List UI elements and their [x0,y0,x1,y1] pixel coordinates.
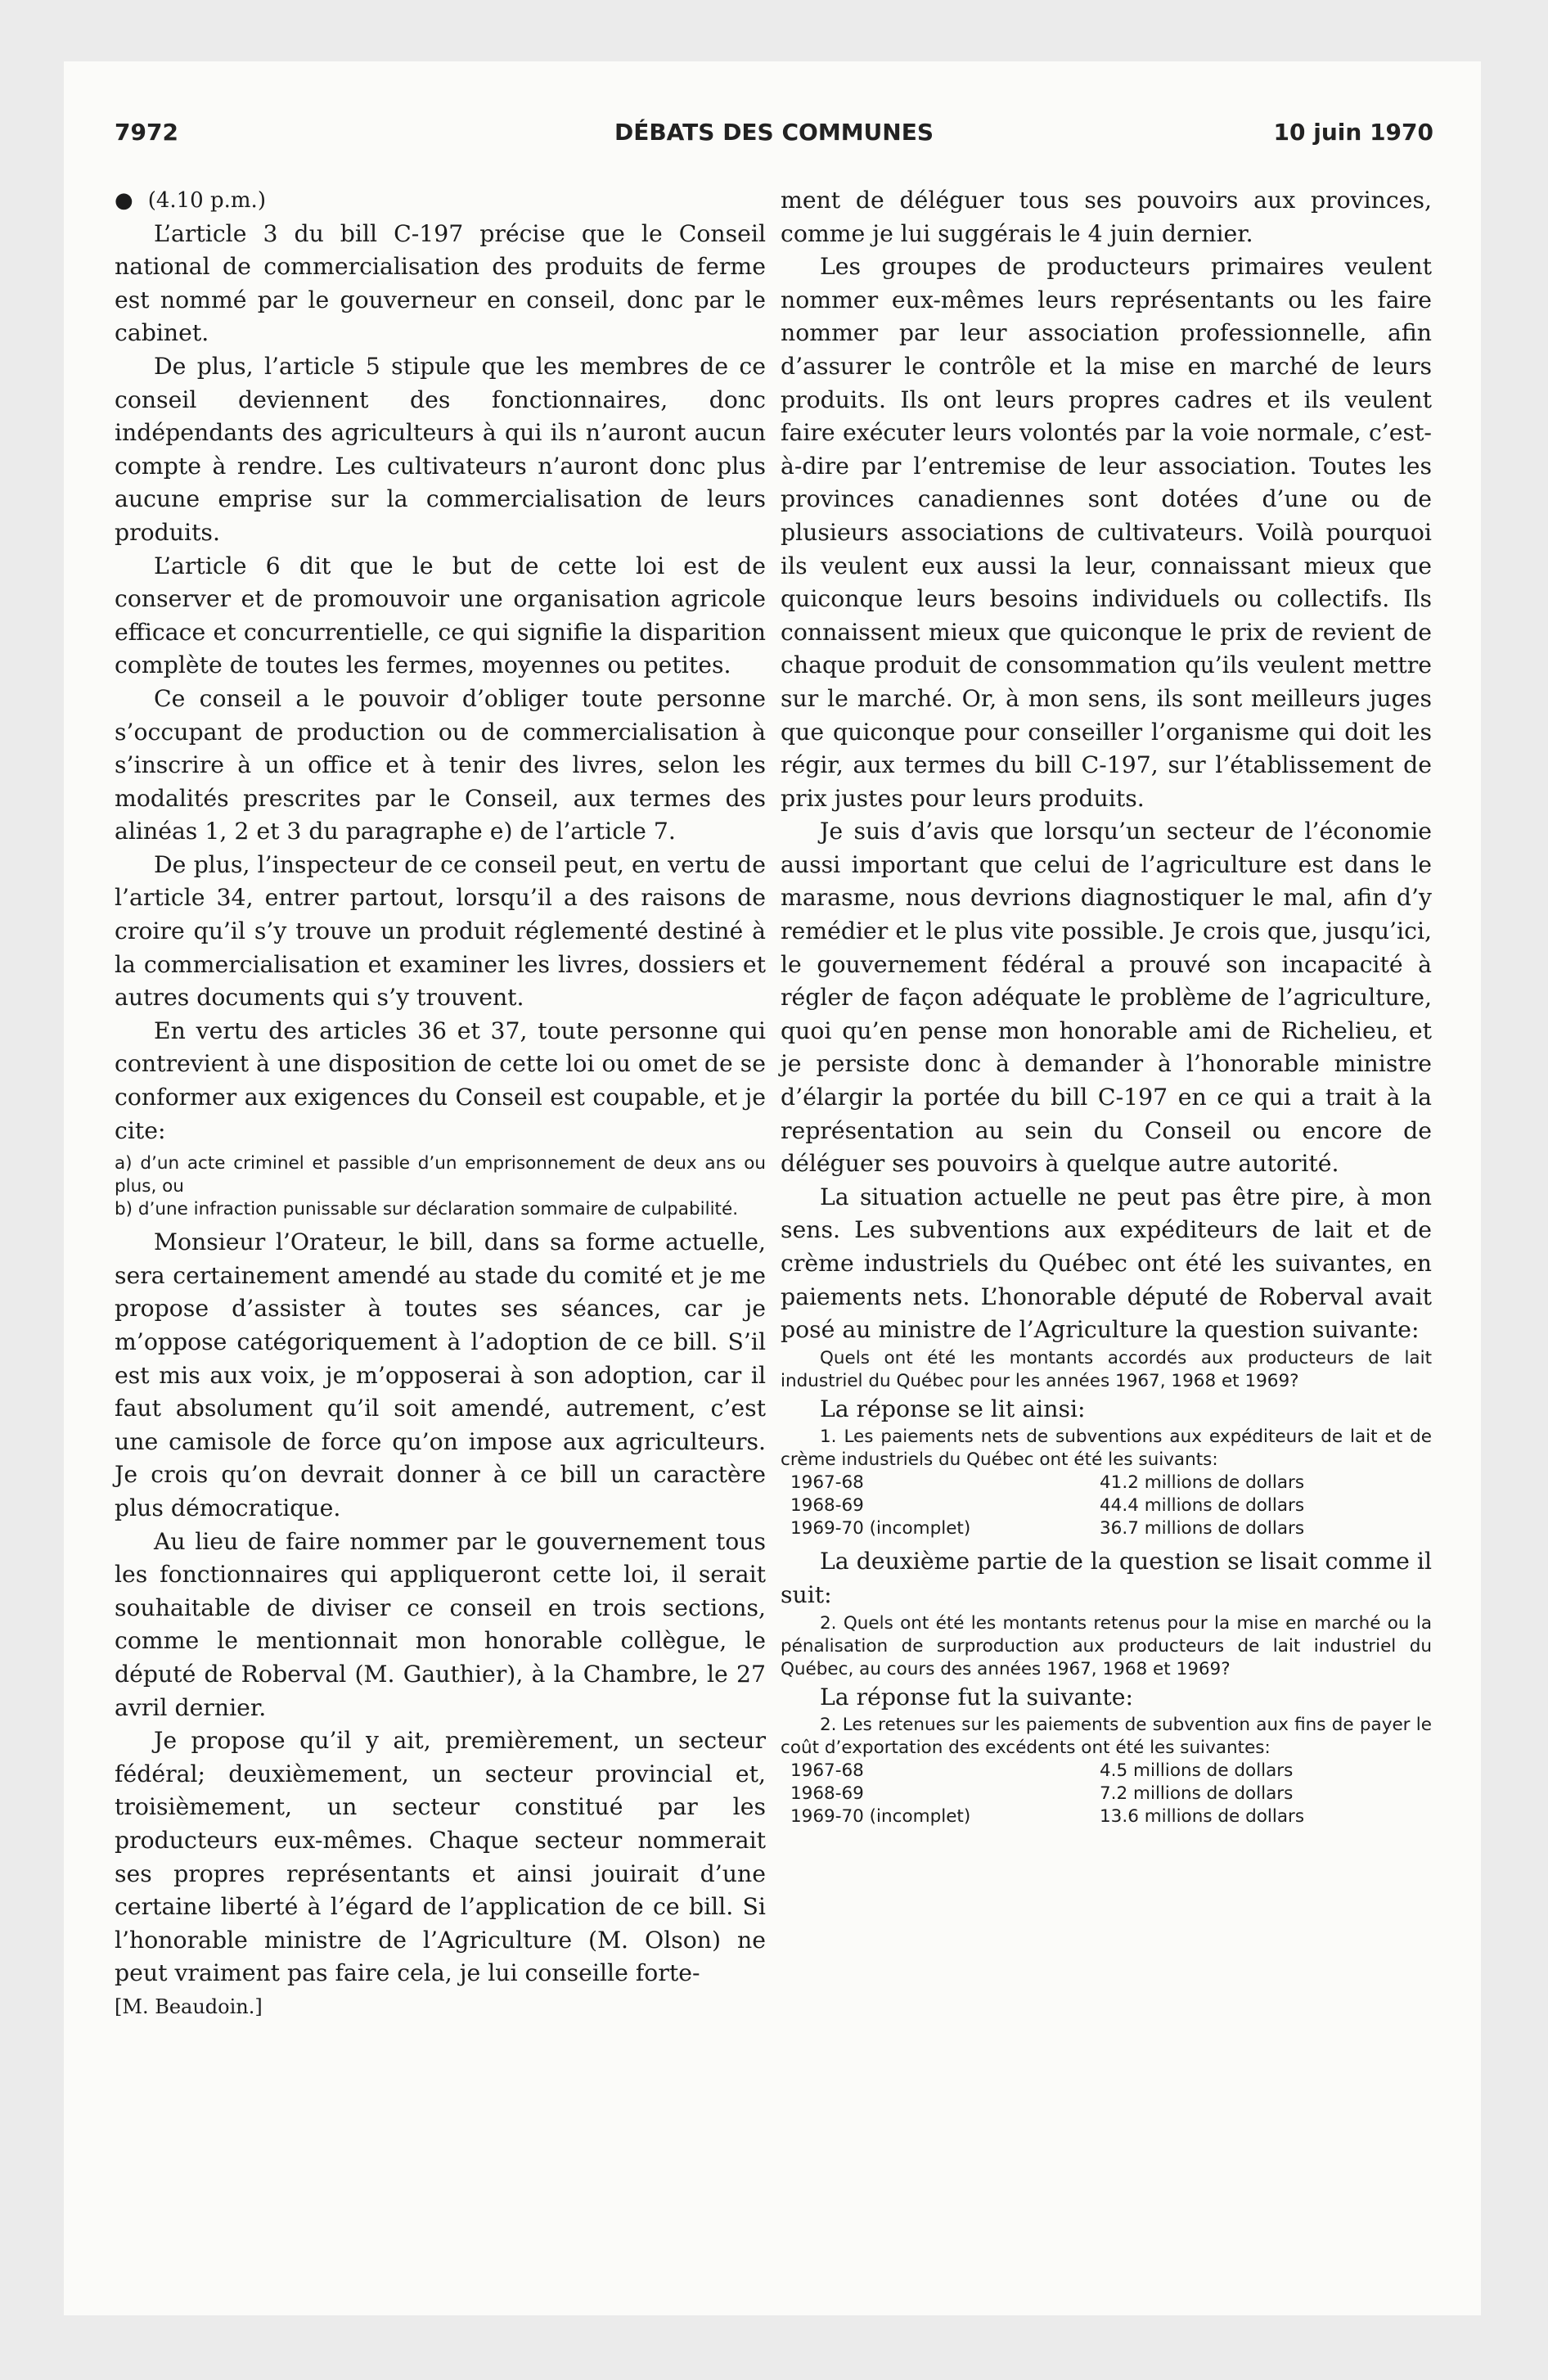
time-marker [115,184,766,218]
page [64,61,1481,2315]
left-column [115,184,766,2023]
issue-date: 10 juin 1970 [1273,119,1433,146]
page-number: 7972 [115,119,178,146]
speaker-attribution: [M. Beaudoin.] [115,1995,263,2018]
table-year: 1967-68 [790,1472,864,1494]
paragraph: Monsieur l’Orateur, le bill, dans sa forme actuelle, sera certainement amendé au stade du comité et je me propose d’assister à toutes ses séances, car je m’oppose catégoriquement à l’adoption de ce bill. S’il est mis aux voix, je m’opposerai à son adoption, car il faut absolument qu’il soit amendé, autrement, c’est une camisole de force qu’on impose aux agriculteurs. Je crois qu’on devrait donner à ce bill un caractère plus démocratique. [115,1228,766,1521]
retention-table [781,1760,1432,1828]
table-amount: 13.6 millions de dollars [1100,1806,1305,1828]
paragraph: L’article 6 dit que le but de cette loi est de conserver et de promouvoir une organisation agricole efficace et concurrentielle, ce qui signifie la disparition complète de toutes les fermes, moyennes ou petites. [115,552,766,679]
table-amount: 4.5 millions de dollars [1100,1760,1294,1782]
table-amount: 41.2 millions de dollars [1100,1472,1305,1494]
table-year: 1969-70 (incomplet) [790,1806,971,1828]
paragraph: Les groupes de producteurs primaires veulent nommer eux-mêmes leurs représentants ou les faire nommer par leur association professionnelle, afin d’assurer le contrôle et la mise en marché de leurs produits. Ils ont leurs propres cadres et ils veulent faire exécuter leurs volontés par la voie normale, c’est-à-dire par l’entremise de leur association. Toutes les provinces canadiennes sont dotées d’une ou de plusieurs associations de cultivateurs. Voilà pourquoi ils veulent eux aussi la leur, connaissant mieux que quiconque leurs besoins individuels ou collectifs. Ils connaissent mieux que quiconque le prix de revient de chaque produit de consommation qu’ils veulent mettre sur le marché. Or, à mon sens, ils sont meilleurs juges que quiconque pour conseiller l’organisme qui doit les régir, aux termes du bill C-197, sur l’établissement de prix justes pour leurs produits. [781,253,1432,812]
paragraph: La situation actuelle ne peut pas être pire, à mon sens. Les subventions aux expéditeurs de lait et de crème industriels du Québec ont été les suivantes, en paiements nets. L’honorable député de Roberval avait posé au ministre de l’Agriculture la question suivante: [781,1183,1432,1344]
question-quote: Quels ont été les montants accordés aux producteurs de lait industriel du Québec pour les années 1967, 1968 et 1969? [781,1347,1432,1391]
time-marker-text: (4.10 p.m.) [147,188,266,213]
continuation-paragraph: ment de déléguer tous ses pouvoirs aux provinces, comme je lui suggérais le 4 juin dernier. [781,187,1432,247]
answer-intro: La réponse se lit ainsi: [820,1395,1086,1422]
table-row [781,1517,1432,1540]
table-year: 1968-69 [790,1783,864,1805]
table-row [781,1805,1432,1828]
table-row [781,1760,1432,1783]
table-row [781,1783,1432,1805]
running-header [115,119,1433,156]
table-row [781,1472,1432,1494]
table-year: 1967-68 [790,1760,864,1782]
table-row [781,1494,1432,1517]
paragraph: Ce conseil a le pouvoir d’obliger toute personne s’occupant de production ou de commercialisation à s’inscrire à un office et à tenir des livres, selon les modalités prescrites par le Conseil, aux termes des alinéas 1, 2 et 3 du paragraphe e) de l’article 7. [115,684,766,845]
question-quote: 2. Quels ont été les montants retenus pour la mise en marché ou la pénalisation de surproduction aux producteurs de lait industriel du Québec, au cours des années 1967, 1968 et 1969? [781,1612,1432,1679]
paragraph: L’article 3 du bill C-197 précise que le Conseil national de commercialisation des produits de ferme est nommé par le gouverneur en conseil, donc par le cabinet. [115,219,766,347]
quoted-item: b) d’une infraction punissable sur déclaration sommaire de culpabilité. [115,1199,739,1220]
quoted-list [115,1152,766,1221]
answer-intro: La réponse fut la suivante: [820,1683,1134,1711]
table-amount: 44.4 millions de dollars [1100,1495,1305,1517]
paragraph: Je suis d’avis que lorsqu’un secteur de l’économie aussi important que celui de l’agriculture est dans le marasme, nous devrions diagnostiquer le mal, afin d’y remédier et le plus vite possible. Je crois que, jusqu’ici, le gouvernement fédéral a prouvé son incapacité à régler de façon adéquate le problème de l’agriculture, quoi qu’en pense mon honorable ami de Richelieu, et je persiste donc à demander à l’honorable ministre d’élargir la portée du bill C-197 en ce qui a trait à la représentation au sein du Conseil ou encore de déléguer ses pouvoirs à quelque autre autorité. [781,818,1432,1178]
paragraph: Au lieu de faire nommer par le gouvernement tous les fonctionnaires qui appliqueront cette loi, il serait souhaitable de diviser ce conseil en trois sections, comme le mentionnait mon honorable collègue, le député de Roberval (M. Gauthier), à la Chambre, le 27 avril dernier. [115,1527,766,1721]
paragraph: De plus, l’article 5 stipule que les membres de ce conseil deviennent des fonctionnaires, donc indépendants des agriculteurs à qui ils n’auront aucun compte à rendre. Les cultivateurs n’auront donc plus aucune emprise sur la commercialisation de leurs produits. [115,352,766,546]
table-amount: 7.2 millions de dollars [1100,1783,1294,1805]
journal-title: DÉBATS DES COMMUNES [614,119,934,146]
paragraph: En vertu des articles 36 et 37, toute personne qui contrevient à une disposition de cette loi ou omet de se conformer aux exigences du Conseil est coupable, et je cite: [115,1016,766,1144]
table-amount: 36.7 millions de dollars [1100,1518,1305,1539]
table-year: 1969-70 (incomplet) [790,1518,971,1539]
subsidy-table [781,1472,1432,1540]
quoted-item: a) d’un acte criminel et passible d’un emprisonnement de deux ans ou plus, ou [115,1153,766,1197]
table-year: 1968-69 [790,1495,864,1517]
bullet-icon: ● [115,188,133,213]
right-column [781,184,1432,1833]
part2-intro: La deuxième partie de la question se lisait comme il suit: [781,1548,1432,1608]
paragraph: De plus, l’inspecteur de ce conseil peut, en vertu de l’article 34, entrer partout, lorsqu’il a des raisons de croire qu’il s’y trouve un produit réglementé destiné à la commercialisation et examiner les livres, dossiers et autres documents qui s’y trouvent. [115,850,766,1012]
answer-text: 2. Les retenues sur les paiements de subvention aux fins de payer le coût d’exportation des excédents ont été les suivantes: [781,1715,1432,1759]
answer-text: 1. Les paiements nets de subventions aux expéditeurs de lait et de crème industriels du Québec ont été les suivants: [781,1427,1432,1471]
paragraph: Je propose qu’il y ait, premièrement, un secteur fédéral; deuxièmement, un secteur provincial et, troisièmement, un secteur constitué par les producteurs eux-mêmes. Chaque secteur nommerait ses propres représentants et ainsi jouirait d’une certaine liberté à l’égard de l’application de ce bill. Si l’honorable ministre de l’Agriculture (M. Olson) ne peut vraiment pas faire cela, je lui conseille forte- [115,1727,766,1987]
